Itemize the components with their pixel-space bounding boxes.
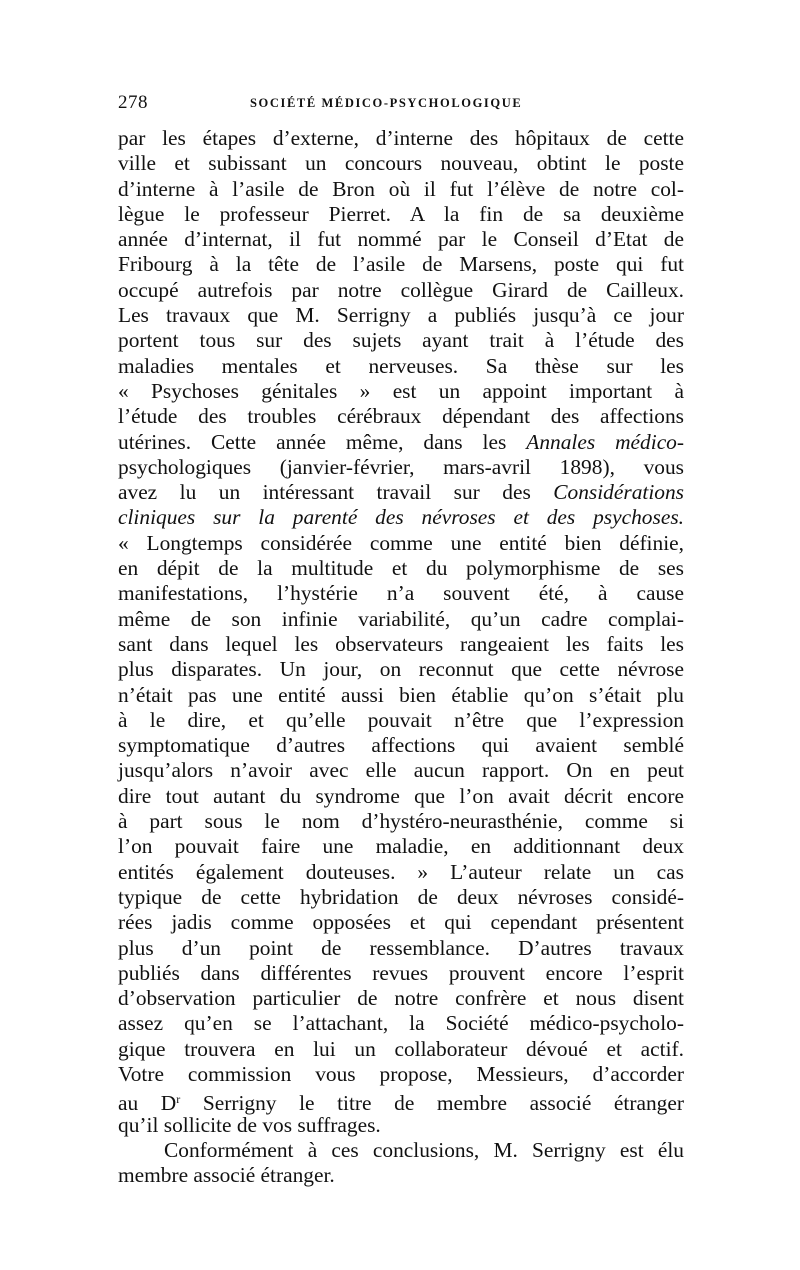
text-line: dire tout autant du syndrome que l’on avait décrit encore xyxy=(118,783,684,808)
body-text xyxy=(118,126,684,1188)
text-line: occupé autrefois par notre collègue Girard de Cailleux. xyxy=(118,277,684,302)
text-line: Conformément à ces conclusions, M. Serrigny est élu xyxy=(164,1137,684,1162)
text-line: plus disparates. Un jour, on reconnut que cette névrose xyxy=(118,657,684,682)
text-segment: Serrigny le titre de membre associé étranger xyxy=(180,1091,684,1116)
text-segment: avez lu un intéressant travail sur des xyxy=(118,480,554,505)
text-line: psychologiques (janvier-février, mars-avril 1898), vous xyxy=(118,454,684,479)
text-line: n’était pas une entité aussi bien établie qu’on s’était plu xyxy=(118,682,684,707)
text-line: sant dans lequel les observateurs rangeaient les faits les xyxy=(118,631,684,656)
page-header xyxy=(118,92,684,116)
page-number: 278 xyxy=(118,92,148,113)
text-line: à le dire, et qu’elle pouvait n’être que l’expression xyxy=(118,707,684,732)
text-line: Votre commission vous propose, Messieurs, d’accorder xyxy=(118,1061,684,1086)
superscript: r xyxy=(176,1092,181,1107)
text-line: plus d’un point de ressemblance. D’autres travaux xyxy=(118,935,684,960)
text-line-italic: cliniques sur la parenté des névroses et des psychoses. xyxy=(118,505,684,530)
text-line: gique trouvera en lui un collaborateur dévoué et actif. xyxy=(118,1036,684,1061)
text-line: année d’internat, il fut nommé par le Conseil d’Etat de xyxy=(118,227,684,252)
text-line xyxy=(118,430,684,455)
text-line: à part sous le nom d’hystéro-neurasthénie, comme si xyxy=(118,809,684,834)
text-line: Fribourg à la tête de l’asile de Marsens, poste qui fut xyxy=(118,252,684,277)
text-line: d’observation particulier de notre confrère et nous disent xyxy=(118,986,684,1011)
text-line xyxy=(118,480,684,505)
text-line: manifestations, l’hystérie n’a souvent été, à cause xyxy=(118,581,684,606)
text-line xyxy=(118,1087,684,1116)
text-line: Les travaux que M. Serrigny a publiés jusqu’à ce jour xyxy=(118,303,684,328)
text-line: entités également douteuses. » L’auteur relate un cas xyxy=(118,859,684,884)
text-line: publiés dans différentes revues prouvent encore l’esprit xyxy=(118,960,684,985)
text-line: qu’il sollicite de vos suffrages. xyxy=(118,1112,381,1137)
text-line: typique de cette hybridation de deux névroses considé- xyxy=(118,884,684,909)
text-line: jusqu’alors n’avoir avec elle aucun rapport. On en peut xyxy=(118,758,684,783)
text-line: lègue le professeur Pierret. A la fin de sa deuxième xyxy=(118,201,684,226)
text-line: d’interne à l’asile de Bron où il fut l’élève de notre col- xyxy=(118,176,684,201)
text-segment: au D xyxy=(118,1091,177,1116)
text-line: symptomatique d’autres affections qui avaient semblé xyxy=(118,733,684,758)
text-line: maladies mentales et nerveuses. Sa thèse sur les xyxy=(118,353,684,378)
text-line: même de son infinie variabilité, qu’un cadre complai- xyxy=(118,606,684,631)
text-line: « Longtemps considérée comme une entité bien définie, xyxy=(118,530,684,555)
text-line: par les étapes d’externe, d’interne des hôpitaux de cette xyxy=(118,126,684,150)
text-line: ville et subissant un concours nouveau, obtint le poste xyxy=(118,151,684,176)
text-line: assez qu’en se l’attachant, la Société médico-psycholo- xyxy=(118,1011,684,1036)
text-line: portent tous sur des sujets ayant trait à l’étude des xyxy=(118,328,684,353)
work-title-italic: Considérations xyxy=(553,480,684,505)
text-line: membre associé étranger. xyxy=(118,1163,335,1188)
text-line: en dépit de la multitude et du polymorphisme de ses xyxy=(118,556,684,581)
text-segment: utérines. Cette année même, dans les xyxy=(118,429,527,454)
text-line: l’étude des troubles cérébraux dépendant des affections xyxy=(118,404,684,429)
text-line: l’on pouvait faire une maladie, en additionnant deux xyxy=(118,834,684,859)
text-line: « Psychoses génitales » est un appoint important à xyxy=(118,378,684,403)
book-page xyxy=(118,92,684,1188)
running-title: SOCIÉTÉ MÉDICO-PSYCHOLOGIQUE xyxy=(250,96,523,110)
text-line: rées jadis comme opposées et qui cependant présentent xyxy=(118,910,684,935)
journal-title-italic: Annales médico- xyxy=(526,429,685,454)
